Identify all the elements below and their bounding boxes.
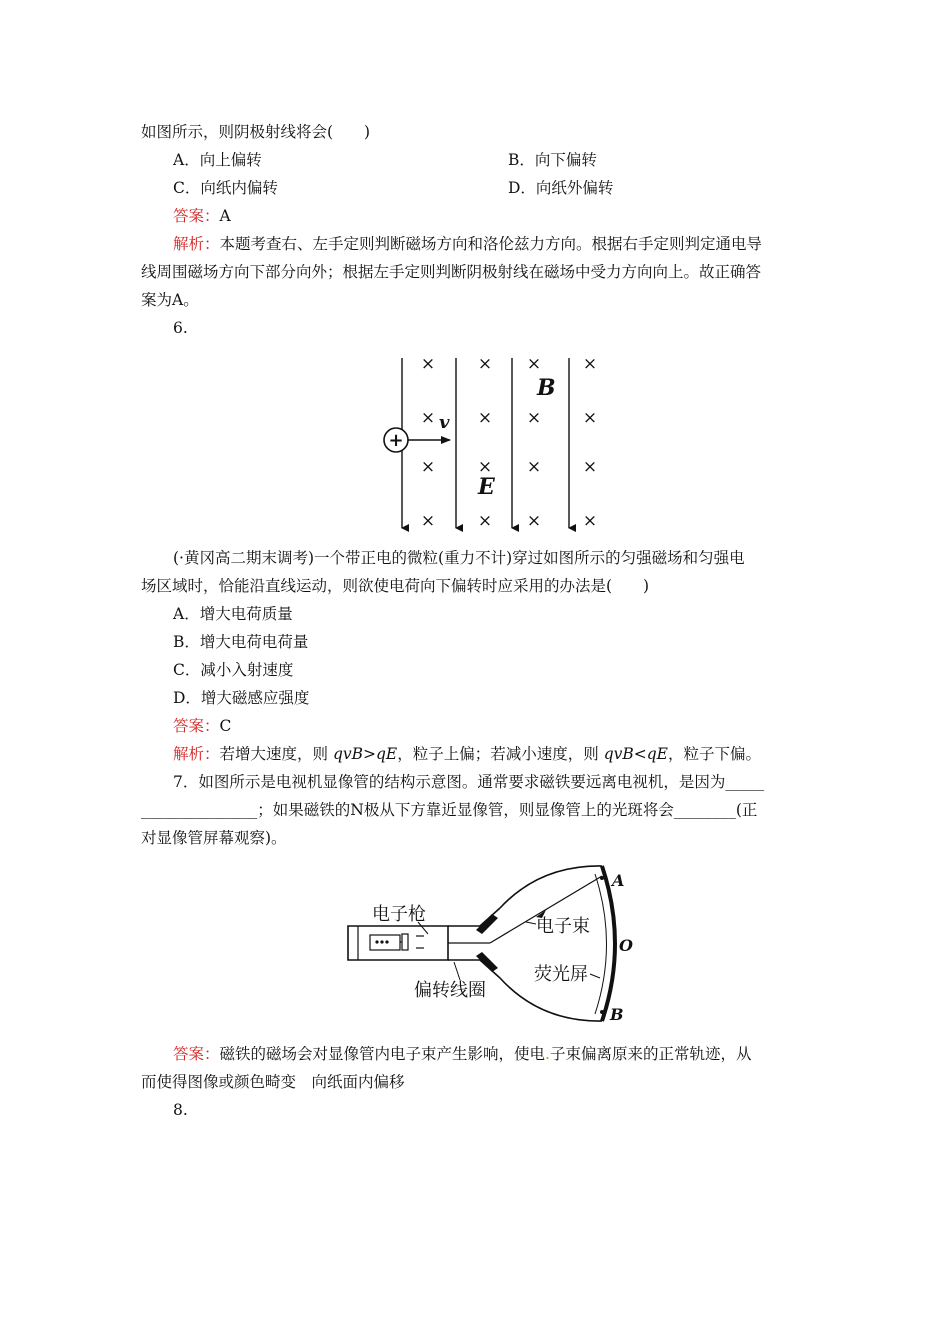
q5-answer bbox=[173, 206, 231, 226]
screen-label: 荧光屏 bbox=[534, 964, 588, 985]
b-field-cross: × bbox=[582, 408, 598, 428]
q5-option-c: C．向纸内偏转 bbox=[173, 179, 278, 197]
b-field-cross: × bbox=[420, 354, 436, 374]
v-label: v bbox=[439, 412, 450, 433]
b-field-cross: × bbox=[582, 511, 598, 531]
q6-option-d: D．增大磁感应强度 bbox=[173, 689, 310, 707]
q6-analysis bbox=[173, 744, 761, 764]
q5-option-d: D．向纸外偏转 bbox=[508, 179, 614, 197]
answer-value: A bbox=[219, 207, 231, 225]
analysis-label: 解析： bbox=[173, 235, 220, 253]
b-field-cross: × bbox=[477, 511, 493, 531]
analysis-text: 本题考查右、左手定则判断磁场方向和洛伦兹力方向。根据右手定则判定通电导 bbox=[219, 235, 763, 253]
answer-label: 答案： bbox=[173, 207, 220, 225]
deflection-coil bbox=[476, 914, 498, 934]
analysis-text: 若增大速度，则 bbox=[219, 745, 333, 763]
charge-sign: + bbox=[388, 430, 404, 451]
b-field-cross: × bbox=[420, 511, 436, 531]
answer-text: 磁铁的磁场会对显像管内电子束产生影响，使电 bbox=[219, 1045, 546, 1063]
beam-label: 电子束 bbox=[536, 916, 590, 937]
q6-option-b: B．增大电荷电荷量 bbox=[173, 633, 309, 651]
crt-tube-figure bbox=[340, 860, 640, 1028]
q5-option-b: B．向下偏转 bbox=[508, 151, 597, 169]
q5-analysis-line1 bbox=[173, 234, 762, 254]
q5-analysis-line3: 案为A。 bbox=[141, 291, 199, 309]
b-field-cross: × bbox=[477, 457, 493, 477]
screen-inner-line bbox=[595, 874, 607, 1014]
q5-option-a: A．向上偏转 bbox=[173, 151, 262, 169]
b-field-cross: × bbox=[582, 354, 598, 374]
gun-label: 电子枪 bbox=[372, 904, 426, 925]
stray-dot: . bbox=[545, 1045, 550, 1063]
deflection-coil bbox=[476, 952, 498, 972]
b-field-cross: × bbox=[477, 354, 493, 374]
answer-label: 答案： bbox=[173, 717, 220, 735]
b-field-cross: × bbox=[526, 408, 542, 428]
q7-line2: _______________；如果磁铁的N极从下方靠近显像管，则显像管上的光斑将会________(正 bbox=[141, 801, 758, 819]
b-field-cross: × bbox=[420, 457, 436, 477]
q6-number: 6. bbox=[173, 319, 188, 337]
q8-number: 8. bbox=[173, 1101, 188, 1119]
cathode bbox=[370, 935, 400, 950]
b-field-cross: × bbox=[477, 408, 493, 428]
analysis-label: 解析： bbox=[173, 745, 220, 763]
q7-line3: 对显像管屏幕观察)。 bbox=[141, 829, 287, 847]
b-field-cross: × bbox=[526, 457, 542, 477]
q7-answer-line2: 而使得图像或颜色畸变 向纸面内偏移 bbox=[141, 1073, 405, 1091]
q6-stem-line2: 场区域时，恰能沿直线运动，则欲使电荷向下偏转时应采用的办法是( ) bbox=[141, 577, 650, 595]
q7-answer-line1 bbox=[173, 1044, 751, 1064]
q6-stem-line1: (·黄冈高二期末调考)一个带正电的微粒(重力不计)穿过如图所示的匀强磁场和匀强电 bbox=[173, 549, 745, 567]
point-o-label: O bbox=[619, 936, 633, 955]
q6-option-c: C．减小入射速度 bbox=[173, 661, 294, 679]
q6-field-figure bbox=[374, 350, 614, 535]
b-field-cross: × bbox=[526, 511, 542, 531]
e-label: E bbox=[478, 474, 495, 500]
q6-answer bbox=[173, 716, 231, 736]
tube-bulb bbox=[500, 866, 602, 908]
point-b-label: B bbox=[610, 1005, 624, 1024]
spot-a bbox=[600, 876, 604, 880]
coil-label: 偏转线圈 bbox=[414, 980, 486, 1001]
b-field-cross: × bbox=[420, 408, 436, 428]
answer-value: C bbox=[219, 717, 232, 735]
q5-stem-end: 如图所示，则阴极射线将会( ) bbox=[141, 123, 371, 141]
analysis-text: ，粒子下偏。 bbox=[667, 745, 761, 763]
b-field-cross: × bbox=[582, 457, 598, 477]
analysis-text: ，粒子上偏；若减小速度，则 bbox=[397, 745, 604, 763]
q5-analysis-line2: 线周围磁场方向下部分向外；根据左手定则判断阴极射线在磁场中受力方向向上。故正确答 bbox=[141, 263, 762, 281]
answer-text: 子束偏离原来的正常轨迹，从 bbox=[549, 1045, 752, 1063]
spot-b bbox=[600, 1010, 604, 1014]
formula-qvb-lt-qe: qvB<qE bbox=[603, 745, 668, 763]
formula-qvb-gt-qe: qvB>qE bbox=[332, 745, 398, 763]
point-a-label: A bbox=[612, 871, 625, 890]
answer-label: 答案： bbox=[173, 1045, 220, 1063]
b-label: B bbox=[537, 375, 556, 401]
q7-line1: 7．如图所示是电视机显像管的结构示意图。通常要求磁铁要远离电视机，是因为_____ bbox=[173, 773, 765, 791]
b-field-cross: × bbox=[526, 354, 542, 374]
q6-option-a: A．增大电荷质量 bbox=[173, 605, 293, 623]
